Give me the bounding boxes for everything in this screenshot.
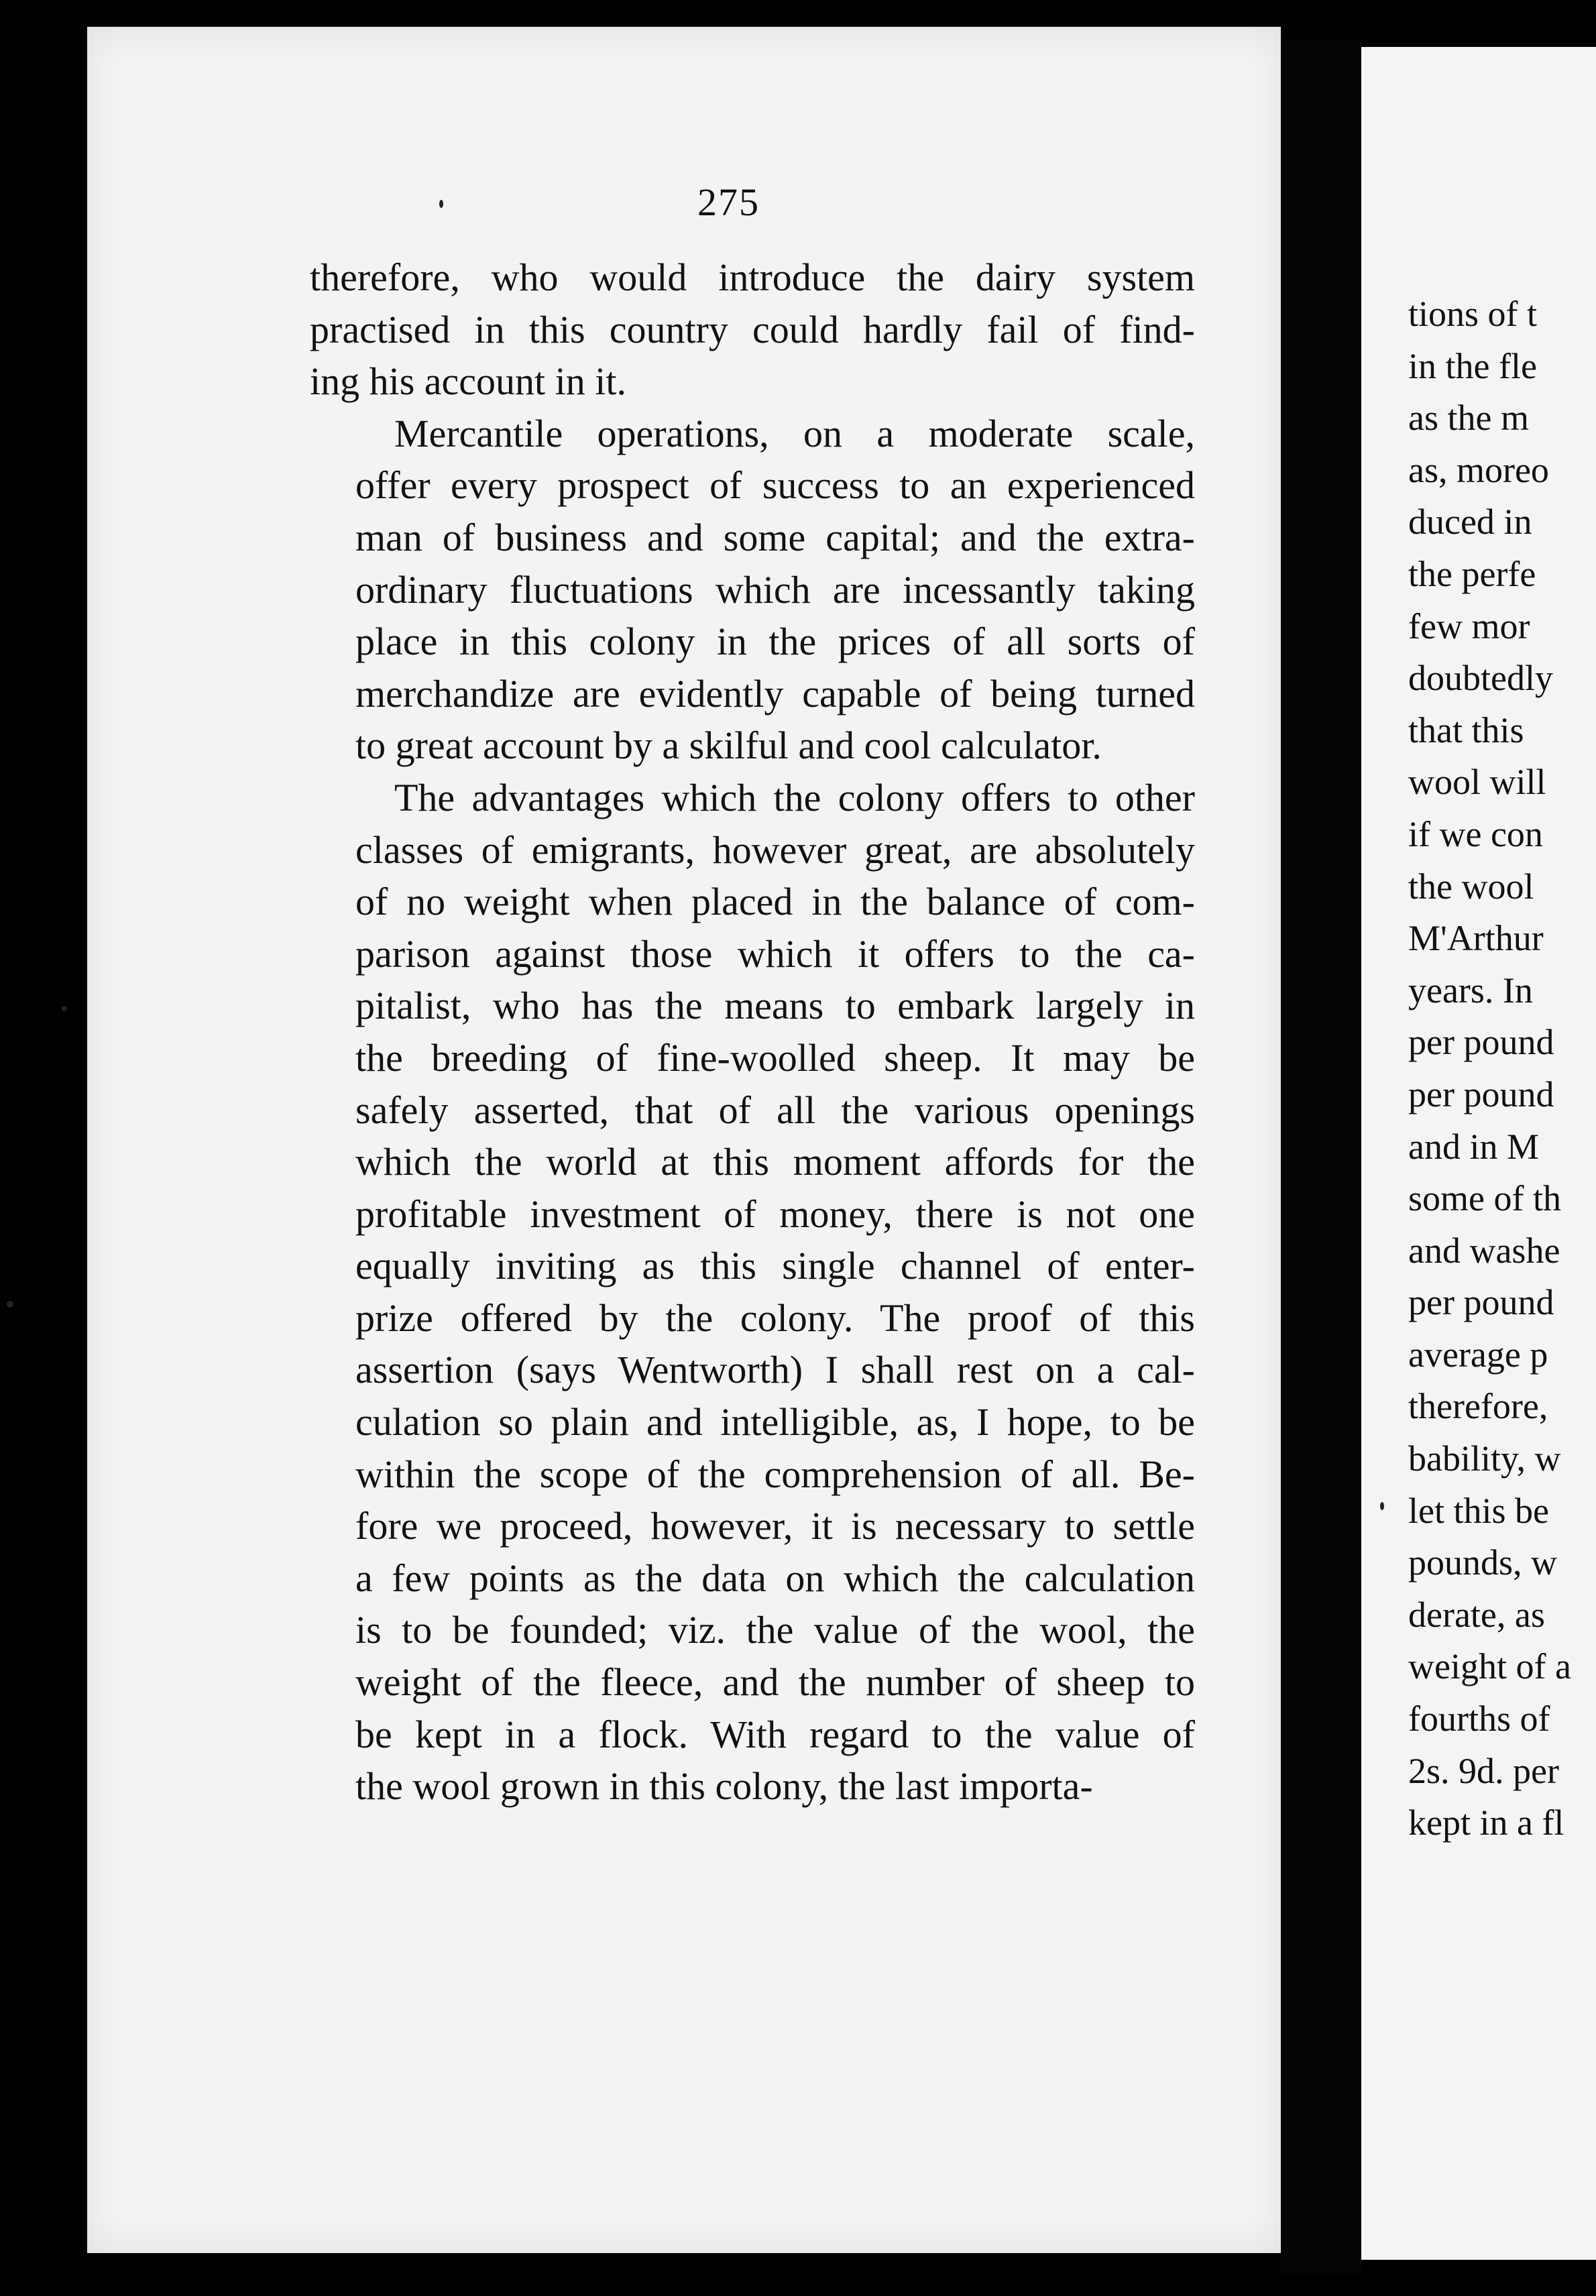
- scan-speck: [62, 1006, 67, 1011]
- right-page-line: tions of t: [1408, 294, 1538, 334]
- right-page-line: bability, w: [1408, 1438, 1561, 1479]
- text-line: a few points as the data on which the calculation: [355, 1556, 1195, 1600]
- left-page-body-text: [310, 251, 1195, 1813]
- text-line: weight of the fleece, and the number of sheep to: [355, 1660, 1195, 1705]
- right-page-line: in the fle: [1408, 345, 1537, 386]
- right-page-line: kept in a fl: [1408, 1802, 1564, 1843]
- right-page-line: fourths of: [1408, 1699, 1550, 1739]
- paragraph: [310, 251, 1195, 408]
- right-page-line: the wool: [1408, 866, 1534, 907]
- text-line: place in this colony in the prices of all sorts of: [355, 620, 1195, 664]
- text-line: therefore, who would introduce the dairy system: [310, 255, 1195, 299]
- right-page-line: per pound: [1408, 1282, 1554, 1323]
- right-page-line: per pound: [1408, 1022, 1554, 1063]
- right-page-line: years. In: [1408, 970, 1533, 1011]
- text-line: ordinary fluctuations which are incessantly taking: [355, 567, 1195, 612]
- text-line: offer every prospect of success to an experienced: [355, 463, 1195, 508]
- text-line: fore we proceed, however, it is necessary to settle: [355, 1504, 1195, 1548]
- right-page-line: that this: [1408, 709, 1524, 750]
- text-line: assertion (says Wentworth) I shall rest on a cal-: [355, 1348, 1195, 1392]
- right-page-line: 2s. 9d. per: [1408, 1750, 1559, 1791]
- right-page-line: the perfe: [1408, 553, 1536, 594]
- text-line: profitable investment of money, there is not one: [355, 1192, 1195, 1236]
- text-line: The advantages which the colony offers to other: [394, 775, 1195, 819]
- text-line: to great account by a skilful and cool calculator.: [355, 724, 1102, 768]
- right-page-line: duced in: [1408, 502, 1532, 542]
- scan-speck: [7, 1301, 13, 1308]
- right-page-line: weight of a: [1408, 1646, 1571, 1687]
- right-page-line: M'Arthur: [1408, 918, 1544, 959]
- book-gutter: [1281, 40, 1361, 2273]
- right-page-line: doubtedly: [1408, 658, 1553, 699]
- text-line: Mercantile operations, on a moderate scale,: [394, 411, 1195, 455]
- text-line: be kept in a flock. With regard to the value of: [355, 1712, 1195, 1756]
- right-page-line: wool will: [1408, 762, 1546, 803]
- paragraph: [310, 408, 1195, 772]
- right-page-line: pounds, w: [1408, 1542, 1558, 1583]
- right-page-line: therefore,: [1408, 1386, 1548, 1427]
- text-line: culation so plain and intelligible, as, I hope, to be: [355, 1400, 1195, 1444]
- text-line: merchandize are evidently capable of being turned: [355, 671, 1195, 715]
- right-page-line: and in M: [1408, 1126, 1539, 1167]
- text-line: equally inviting as this single channel of enter-: [355, 1244, 1195, 1288]
- text-line: classes of emigrants, however great, are absolutely: [355, 827, 1195, 872]
- right-page-line: per pound: [1408, 1074, 1554, 1114]
- right-page-text: [1408, 288, 1571, 1849]
- right-page-line: derate, as: [1408, 1594, 1545, 1635]
- text-line: within the scope of the comprehension of all. Be-: [355, 1452, 1195, 1496]
- text-line: pitalist, who has the means to embark largely in: [355, 984, 1195, 1028]
- text-line: ing his account in it.: [310, 359, 626, 404]
- text-line: prize offered by the colony. The proof of this: [355, 1296, 1195, 1340]
- paragraph: [310, 772, 1195, 1813]
- page-number: 275: [697, 180, 760, 224]
- right-page-line: let this be: [1408, 1490, 1549, 1531]
- right-page-line: some of th: [1408, 1178, 1561, 1219]
- scan-speck: [439, 200, 443, 208]
- right-page-line: as the m: [1408, 398, 1529, 439]
- text-line: practised in this country could hardly fail of find-: [310, 307, 1195, 351]
- text-line: of no weight when placed in the balance of com-: [355, 880, 1195, 924]
- text-line: the breeding of fine-woolled sheep. It may be: [355, 1035, 1195, 1080]
- text-line: the wool grown in this colony, the last importa-: [355, 1764, 1093, 1809]
- right-page-line: average p: [1408, 1334, 1548, 1375]
- right-page-line: and washe: [1408, 1230, 1560, 1271]
- right-page-line: as, moreo: [1408, 449, 1549, 490]
- right-page-line: few mor: [1408, 606, 1530, 646]
- text-line: is to be founded; viz. the value of the wool, the: [355, 1608, 1195, 1652]
- text-line: which the world at this moment affords for the: [355, 1140, 1195, 1184]
- text-line: safely asserted, that of all the various openings: [355, 1088, 1195, 1132]
- text-line: man of business and some capital; and the extra-: [355, 515, 1195, 559]
- right-page: [1361, 47, 1596, 2260]
- scan-speck: [1380, 1502, 1384, 1510]
- text-line: parison against those which it offers to the ca-: [355, 931, 1195, 976]
- right-page-line: if we con: [1408, 813, 1543, 854]
